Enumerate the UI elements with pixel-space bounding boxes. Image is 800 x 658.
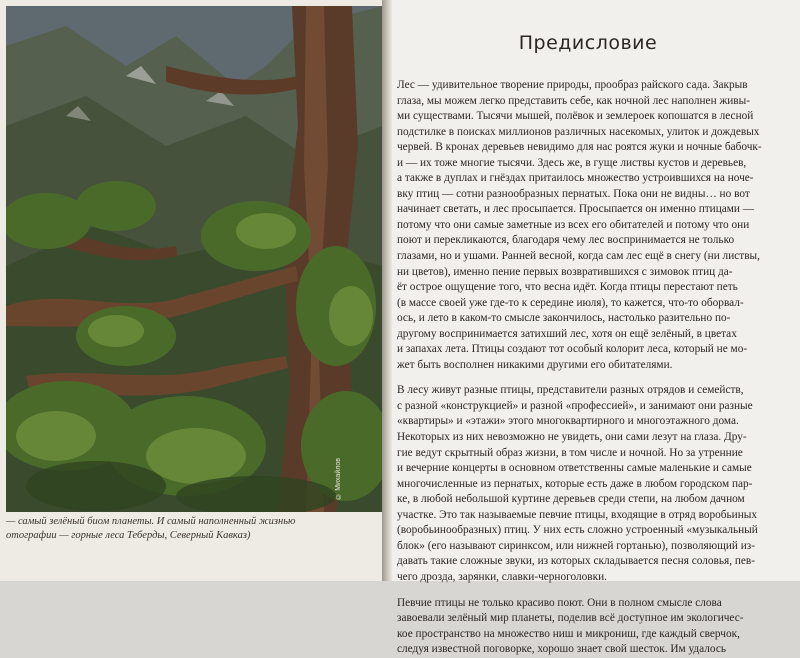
text-line: (воробьинообразных) птиц. У них есть сложно устроенный «музыкальный	[397, 524, 758, 537]
text-line: кое пространство на множество ниш и микрониш, где каждый сверчок,	[397, 627, 740, 640]
text-line: глаза, мы можем легко представить себе, как ночной лес наполнен живы-	[397, 94, 750, 107]
text-line: и запахах лета. Птицы создают тот особый колорит леса, который не мо-	[397, 343, 748, 356]
text-line: глазами, но и ушами. Ранней весной, когда сам лес ещё в снегу (ни листвы,	[397, 250, 760, 263]
text-line: вку птиц — сотни разнообразных пернатых. Пока они не видны… но вот	[397, 187, 750, 200]
text-line: давать такие сложные звуки, из которых складывается песня соловья, пев-	[397, 555, 755, 568]
text-line: и — их тоже многие тысячи. Здесь же, в гуще листвы кустов и деревьев,	[397, 156, 747, 169]
text-line: потому что они самые заметные из всех его обитателей и потому что они	[397, 218, 750, 231]
paragraph-gap	[397, 586, 777, 596]
text-line: Певчие птицы не только красиво поют. Они в полном смысле слова	[397, 596, 722, 609]
text-line: Некоторых из них невозможно не увидеть, они сами лезут на глаза. Дру-	[397, 431, 747, 444]
forest-photo-illustration	[6, 6, 382, 512]
text-line: участке. Это так называемые певчие птицы, входящие в отряд воробьиных	[397, 508, 758, 521]
text-line: ке, в любой небольшой куртине деревьев среди степи, на любом дачном	[397, 493, 745, 506]
text-line: многочисленные из пернатых, которые есть даже в любом городском пар-	[397, 477, 753, 490]
text-line: подстилке в поисках миллионов различных насекомых, улиток и дождевых	[397, 125, 760, 138]
text-line: Лес — удивительное творение природы, прообраз райского сада. Закрыв	[397, 79, 748, 91]
text-line: ни цветов), именно пение первых возвратившихся с зимовок птиц да-	[397, 265, 733, 278]
text-line: а также в дуплах и гнёздах притаилось множество устроившихся на ноче-	[397, 172, 754, 185]
page-title: Предисловие	[518, 32, 658, 54]
left-page	[0, 0, 382, 581]
text-line: «квартиры» и «этажи» этого многоквартирного и многоэтажного дома.	[397, 415, 739, 428]
text-line: завоевали зелёный мир планеты, поделив всё доступное им экологичес-	[397, 612, 744, 625]
text-line: другому воспринимается затихший лес, хотя он ещё зелёный, в цветах	[397, 327, 737, 340]
book-gutter	[382, 0, 392, 581]
text-line: и вечерние концерты в основном ответственны самые маленькие и самые	[397, 462, 752, 475]
body-text	[397, 78, 777, 658]
text-line: блок» (его называют сиринксом, или нижней гортанью), позволяющий из-	[397, 539, 756, 552]
text-line: ось, и лето в каком-то смысле закончилось, настолько разительно по-	[397, 312, 731, 325]
photo-caption	[6, 515, 376, 543]
text-line: (в массе своей уже где-то к середине июля), то кажется, что-то оборвал-	[397, 296, 744, 309]
text-line: ми существами. Тысячи мышей, полёвок и землероек копошатся в лесной	[397, 110, 754, 123]
text-line: жет быть восполнен никакими другими его обитателями.	[397, 358, 673, 371]
text-line: с разной «конструкцией» и разной «профессией», и занимают они разные	[397, 399, 753, 412]
photo-credit: © Михайлов	[335, 458, 342, 500]
right-page	[392, 0, 800, 656]
text-line: чего дрозда, зарянки, славки-черноголовки.	[397, 570, 607, 583]
text-line: ёт острое ощущение того, что весна идёт. Когда птицы перестают петь	[397, 281, 738, 294]
text-line: гие ведут скрытный образ жизни, в том числе и ночной. Но за утренние	[397, 446, 743, 459]
text-line: начинает светать, и лес просыпается. Просыпается он именно птицами —	[397, 203, 755, 216]
text-line: поют и перекликаются, благодаря чему лес воспринимается не только	[397, 234, 735, 247]
caption-line: — самый зелёный биом планеты. И самый наполненный жизнью	[6, 516, 296, 527]
text-line: следуя известной поговорке, хорошо знает свой шесток. Им удалось	[397, 643, 727, 656]
text-line: червей. В кронах деревьев невидимо для нас роятся жуки и ночные бабочк-	[397, 141, 762, 154]
forest-photo	[6, 6, 382, 512]
caption-line: отографии — горные леса Теберды, Северный Кавказ)	[6, 530, 251, 541]
paragraph-gap	[397, 373, 777, 383]
text-line: В лесу живут разные птицы, представители разных отрядов и семейств,	[397, 384, 744, 397]
